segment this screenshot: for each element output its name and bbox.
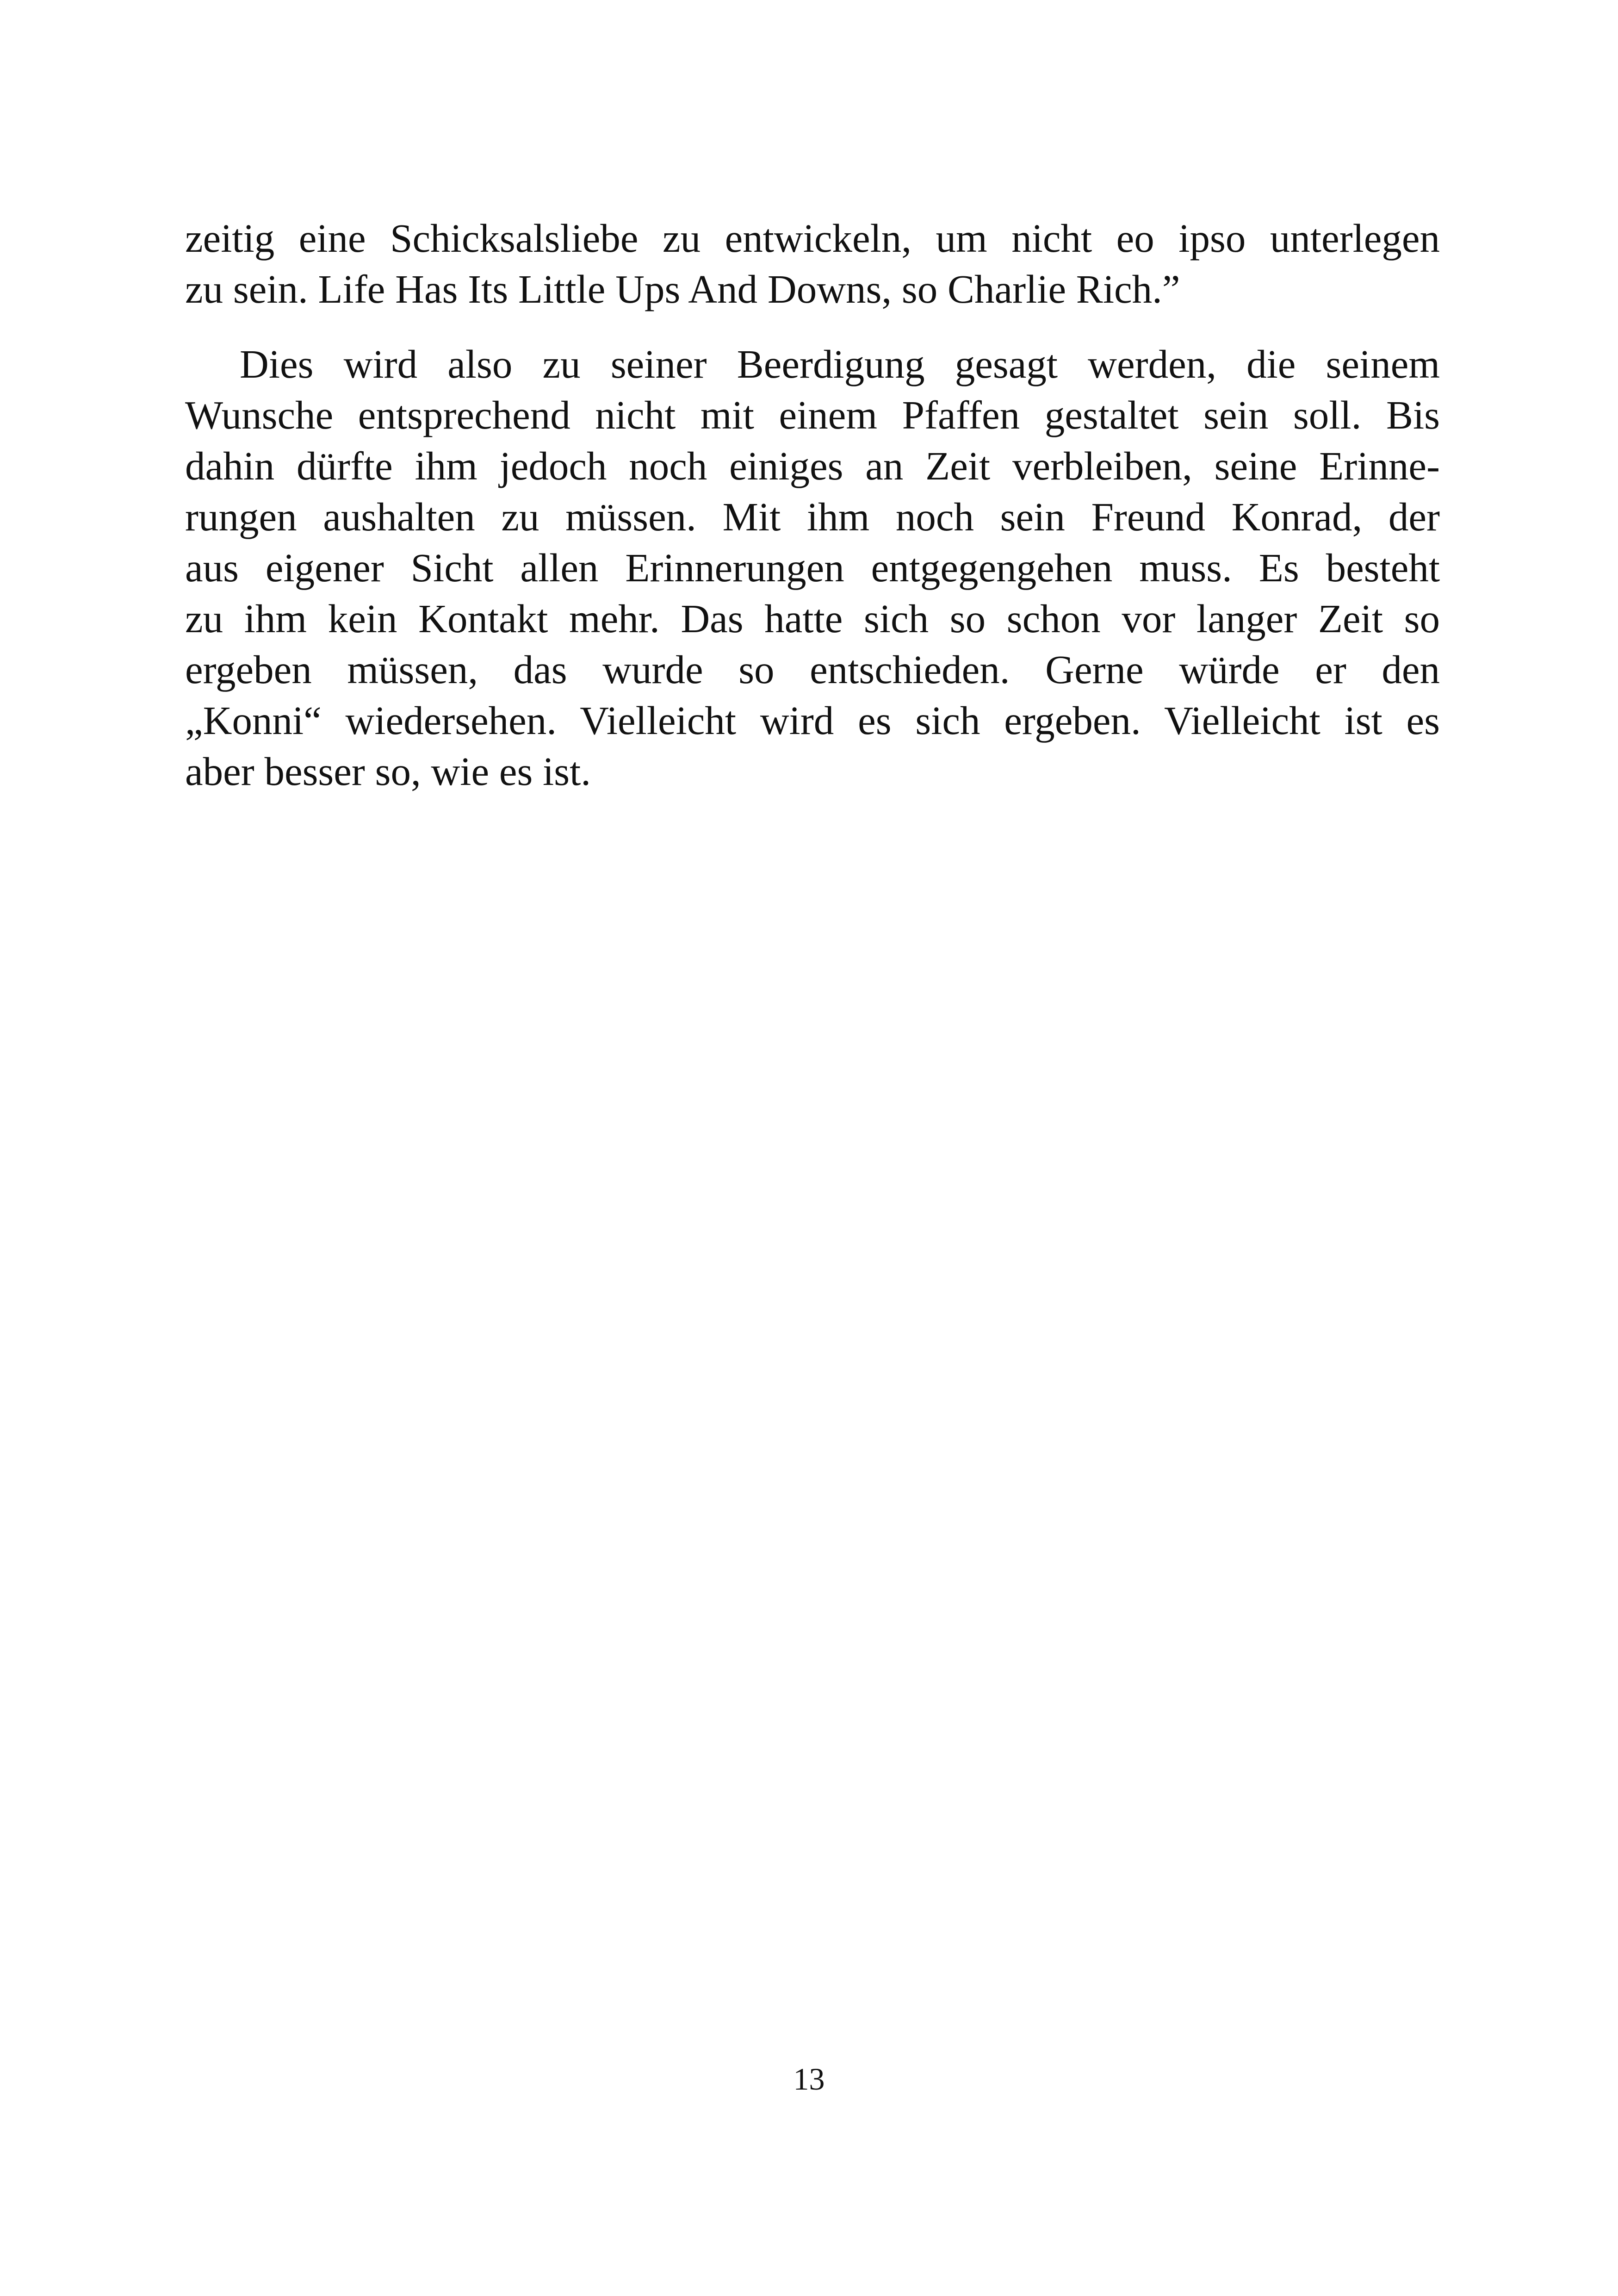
paragraph-2 xyxy=(185,339,1440,797)
text-line: rungen aushalten zu müssen. Mit ihm noch sein Freund Konrad, der xyxy=(185,494,1440,539)
text-line: dahin dürfte ihm jedoch noch einiges an Zeit verbleiben, seine Erinne- xyxy=(185,443,1440,488)
text-line: Wunsche entsprechend nicht mit einem Pfaffen gestaltet sein soll. Bis xyxy=(185,392,1440,437)
text-line: Dies wird also zu seiner Beerdigung gesagt werden, die seinem xyxy=(240,342,1440,386)
text-line: zu sein. Life Has Its Little Ups And Downs, so Charlie Rich.” xyxy=(185,267,1180,311)
paragraph-1 xyxy=(185,213,1440,315)
text-line: aus eigener Sicht allen Erinnerungen entgegengehen muss. Es besteht xyxy=(185,545,1440,590)
text-line: aber besser so, wie es ist. xyxy=(185,749,591,794)
page-number: 13 xyxy=(793,2061,825,2097)
text-line: „Konni“ wiedersehen. Vielleicht wird es sich ergeben. Vielleicht ist es xyxy=(185,698,1440,743)
text-line: zeitig eine Schicksalsliebe zu entwickeln, um nicht eo ipso unterlegen xyxy=(185,216,1440,261)
body-text xyxy=(185,213,1440,797)
paragraph-spacer xyxy=(185,315,1440,339)
text-line: ergeben müssen, das wurde so entschieden. Gerne würde er den xyxy=(185,647,1440,692)
text-line: zu ihm kein Kontakt mehr. Das hatte sich so schon vor langer Zeit so xyxy=(185,596,1440,641)
